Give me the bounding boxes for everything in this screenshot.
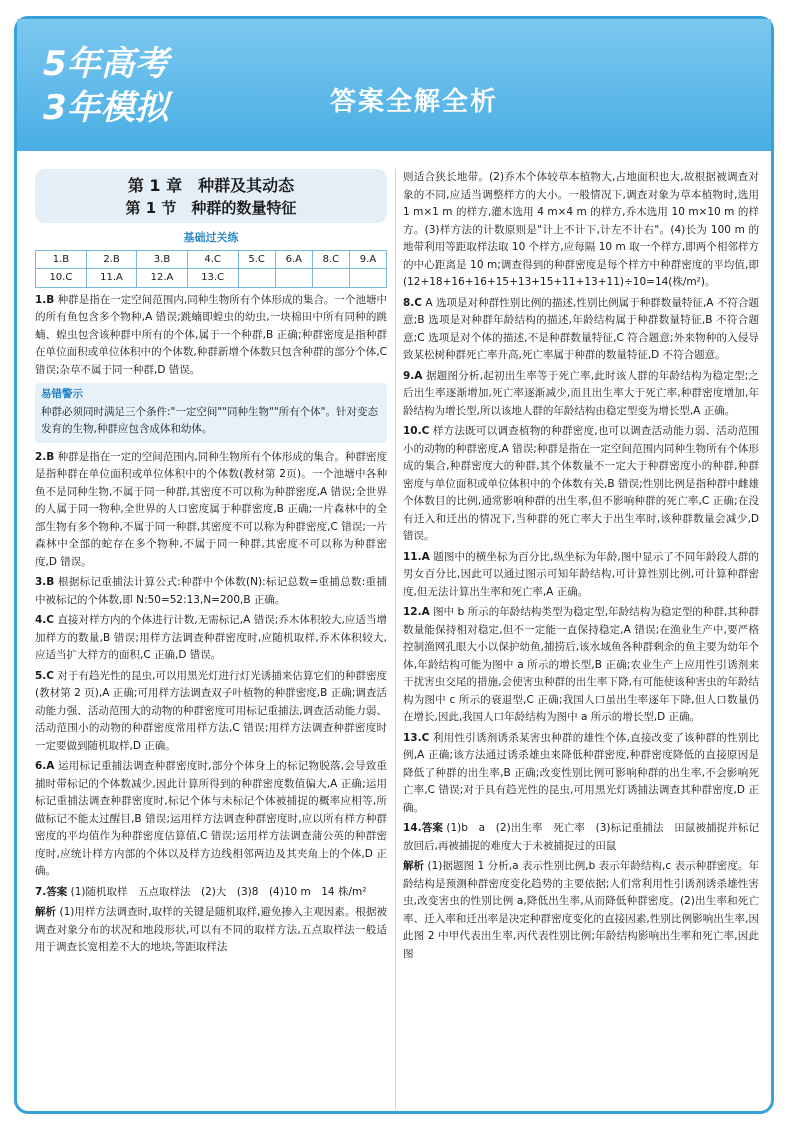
- item-text: (1)随机取样 五点取样法 (2)大 (3)8 (4)10 m 14 株/m²: [70, 885, 367, 898]
- error-tip-box: [35, 383, 387, 443]
- answer-cell: 12.A: [137, 269, 187, 288]
- answer-item: [35, 612, 387, 665]
- section-title: 第 1 节 种群的数量特征: [125, 199, 297, 217]
- answer-cell: 10.C: [36, 269, 87, 288]
- answer-cell: 3.B: [137, 250, 187, 269]
- answer-item: [403, 169, 759, 292]
- answer-row: [36, 250, 387, 269]
- answer-cell: 1.B: [36, 250, 87, 269]
- answer-item: [403, 820, 759, 855]
- item-number: 4.C: [35, 614, 55, 626]
- answer-item: [35, 449, 387, 572]
- answer-item: [35, 884, 387, 902]
- item-text: 种群是指在一定的空间范围内,同种生物所有个体形成的集合。种群密度是指种群在单位面积或单位体积中的个体数(教材第 2页)。一个池塘中各种鱼不是同种生物,不属于同一种群,其密度不可以称为种群密度,A 错误;全世界的人属于同一物种,全世界的人口密度属于种群密度,B 正确;一片森林中的全部生物有多个物种,不属于同一种群,其密度不可以称为种群密度,C 错误;一片森林中全部的蛇存在多个物种,不属于同一种群,其密度不可以称为种群密度,D 错误。: [35, 450, 387, 568]
- answer-cell: [238, 269, 275, 288]
- item-text: (1)据题图 1 分析,a 表示性别比例,b 表示年龄结构,c 表示种群密度。年龄结构是预测种群密度变化趋势的主要依据;人们常利用性引诱剂诱杀雄性害虫,改变害虫的性别比例 a,降低出生率,从而降低种群密度。(2)出生率和死亡率、迁入率和迁出率是决定种群密度变化的直接因素,性别比例影响出生率,因此图 2 中甲代表出生率,丙代表性别比例;年龄结构影响出生率和死亡率,因此图: [403, 860, 759, 960]
- item-number: 10.C: [403, 425, 430, 437]
- left-column: [35, 169, 387, 960]
- item-number: 14.答案: [403, 822, 443, 834]
- item-number: 2.B: [35, 450, 55, 463]
- item-number: 5.C: [35, 669, 55, 682]
- item-number: 解析: [35, 906, 57, 918]
- item-text: 据题图分析,起初出生率等于死亡率,此时该人群的年龄结构为稳定型;之后出生率逐渐增加,死亡率逐渐减少,而且出生率大于死亡率,种群密度增加,年龄结构为增长型,所以该地人群的年龄结构由稳定型变为增长型,A 正确。: [403, 369, 759, 417]
- logo-line2: 3年模拟: [43, 88, 169, 128]
- logo-line1: 5年高考: [43, 44, 169, 84]
- item-number: 解析: [403, 860, 425, 872]
- answer-item: [35, 292, 387, 380]
- item-number: 11.A: [403, 550, 430, 563]
- answer-row: [36, 269, 387, 288]
- item-number: 9.A: [403, 369, 423, 382]
- item-text: 题图中的横坐标为百分比,纵坐标为年龄,图中显示了不同年龄段人群的男女百分比,因此可以通过图示可知年龄结构,可计算性别比例,可计算种群密度,但无法计算出生率和死亡率,A 正确。: [403, 550, 759, 598]
- item-number: 13.C: [403, 731, 430, 744]
- answer-cell: 5.C: [238, 250, 275, 269]
- item-text: (1)b a (2)出生率 死亡率 (3)标记重捕法 田鼠被捕捉并标记放回后,再被捕捉的难度大于未被捕捉过的田鼠: [403, 822, 760, 852]
- basic-practice-label: 基础过关练: [183, 231, 239, 244]
- item-number: 12.A: [403, 606, 430, 618]
- answer-item: [403, 549, 759, 602]
- column-divider: [395, 169, 396, 1109]
- answer-item: [35, 758, 387, 881]
- item-number: 8.C: [403, 296, 423, 309]
- answer-item: [403, 604, 759, 727]
- answer-cell: [349, 269, 386, 288]
- item-number: 1.B: [35, 293, 55, 306]
- answer-item: [35, 574, 387, 609]
- item-number: 6.A: [35, 760, 55, 772]
- page-frame: [14, 16, 774, 1114]
- answer-cell: 2.B: [86, 250, 136, 269]
- item-text: A 选项是对种群性别比例的描述,性别比例属于种群数量特征,A 不符合题意;B 选项是对种群年龄结构的描述,年龄结构属于种群数量特征,B 不符合题意;C 选项是对个体的描述,不是种群数量特征,C 符合题意;外来物种的入侵导致某松树种群死亡率升高,死亡率属于种群的数量特征,D 不符合题意。: [403, 296, 759, 361]
- answer-item: [403, 295, 759, 365]
- answer-item: [403, 368, 759, 421]
- header-title: 答案全解全析: [329, 87, 498, 117]
- item-number: 3.B: [35, 576, 55, 588]
- item-text: 种群是指在一定空间范围内,同种生物所有个体形成的集合。一个池塘中的所有鱼包含多个物种,A 错误;跳蝻即蝗虫的幼虫,一块棉田中所有同种的跳蝻、蝗虫包含该种群中所有的个体,属于一个种群,B 正确;种群密度是指种群在单位面积或单位体积中的个体数,种群新增个体数只包含种群的部分个体,C 错误;杂草不属于同一种群,D 错误。: [35, 293, 387, 376]
- answer-grid: [35, 250, 387, 288]
- item-text: (1)用样方法调查时,取样的关键是随机取样,避免掺入主观因素。根据被调查对象分布的状况和地段形状,可以有不同的取样方法,五点取样法一般适用于调查长宽相差不大的地块,等距取样法: [35, 906, 387, 953]
- tip-label: 易错警示: [41, 388, 83, 400]
- item-text: 运用标记重捕法调查种群密度时,部分个体身上的标记物脱落,会导致重捕时带标记的个体数减少,因此计算所得到的种群密度数值偏大,A 正确;运用标记重捕法调查种群密度时,标记个体与未标记个体被捕捉的概率应相等,所做标记不能太过醒目,B 错误;运用样方法调查种群密度时,应以所有样方种群密度的平均值作为种群密度估算值,C 错误;运用样方法调查蒲公英的种群密度时,应统计样方内部的个体以及样方边线相邻两边及其夹角上的个体,D 正确。: [35, 760, 387, 877]
- right-column: [403, 169, 759, 966]
- answer-cell: [275, 269, 312, 288]
- answer-item: [403, 423, 759, 546]
- chapter-heading: [35, 169, 387, 223]
- answer-cell: 4.C: [187, 250, 238, 269]
- item-text: 则适合狭长地带。(2)乔木个体较草本植物大,占地面积也大,故根据被调查对象的不同,应适当调整样方的大小。一般情况下,调查对象为草本植物时,选用 1 m×1 m 的样方,灌木选用 4 m×4 m 的样方,乔木选用 10 m×10 m 的样方。(3)样方法的计数原则是"计上不计下,计左不计右"。(4)长为 100 m 的地带利用等距取样法取 10 个样方,应每隔 10 m 取一个样方,即两个相邻样方的中心距离是 10 m;调查得到的种群密度是每个样方中种群密度的平均值,即(12+18+16+16+15+13+15+11+13+11)÷10=14(株/m²)。: [403, 171, 759, 288]
- answer-item: [35, 904, 387, 957]
- item-number: 7.答案: [35, 885, 68, 898]
- item-text: 对于有趋光性的昆虫,可以用黑光灯进行灯光诱捕来估算它们的种群密度(教材第 2 页),A 正确;可用样方法调查双子叶植物的种群密度,B 正确;调查活动能力强、活动范围大的动物的种群密度可用标记重捕法,调查活动能力弱、活动范围小的动物的种群密度常用样方法,C 错误;用样方法调查种群密度时一定要做到随机取样,D 正确。: [35, 669, 387, 752]
- answer-cell: 8.C: [312, 250, 349, 269]
- answer-cell: 6.A: [275, 250, 312, 269]
- answer-cell: 9.A: [349, 250, 386, 269]
- item-text: 样方法既可以调查植物的种群密度,也可以调查活动能力弱、活动范围小的动物的种群密度,A 错误;种群是指在一定空间范围内同种生物所有个体形成的集合,种群密度大的种群,其个体数量不一定大于种群密度小的种群,种群密度与单位面积或单位体积中的个体数有关,B 错误;性别比例是指种群中雌雄个体数目的比例,通常影响种群的出生率,但不影响种群的死亡率,C 正确;在没有迁入和迁出的情况下,当种群的死亡率大于出生率时,该种群数量会减少,D 错误。: [403, 425, 760, 542]
- tip-text: 种群必须同时满足三个条件:"一定空间""同种生物""所有个体"。针对变态发育的生物,种群应包含成体和幼体。: [41, 405, 379, 435]
- answer-item: [403, 730, 759, 818]
- item-text: 直接对样方内的个体进行计数,无需标记,A 错误;乔木体积较大,应适当增加样方的数量,B 错误;用样方法调查种群密度时,应随机取样,乔木体积较大,应适当扩大样方的面积,C 正确,D 错误。: [35, 614, 387, 661]
- chapter-title: 第 1 章 种群及其动态: [127, 176, 295, 195]
- item-text: 图中 b 所示的年龄结构类型为稳定型,年龄结构为稳定型的种群,其种群数量能保持相对稳定,但不一定能一直保持稳定,A 错误;在渔业生产中,要严格控制渔网孔眼大小以保护幼鱼,捕捞后,该水域鱼各种群剩余的鱼主要为幼年个体,年龄结构可能为图中 a 所示的增长型,B 正确;农业生产上应用性引诱剂来干扰害虫交尾的措施,会使害虫种群的出生率下降,有可能使该种害虫的年龄结构为图中 c 所示的衰退型,C 正确;我国人口虽出生率逐年下降,但人口数量仍在增长,因此,我国人口年龄结构为图中 a 所示的增长型,D 正确。: [403, 606, 760, 723]
- answer-item: [403, 858, 759, 963]
- item-text: 根据标记重捕法计算公式:种群中个体数(N):标记总数=重捕总数:重捕中被标记的个体数,即 N:50=52:13,N=200,B 正确。: [35, 576, 387, 606]
- answer-cell: 13.C: [187, 269, 238, 288]
- answer-item: [35, 668, 387, 756]
- item-text: 利用性引诱剂诱杀某害虫种群的雄性个体,直接改变了该种群的性别比例,A 正确;该方法通过诱杀雄虫来降低种群密度,种群密度降低的直接原因是降低了种群的出生率,B 正确;改变性别比例可影响种群的出生率,不会影响死亡率,C 错误;对于具有趋光性的昆虫,可用黑光灯诱捕法调查其种群密度,D 正确。: [403, 731, 760, 814]
- answer-cell: [312, 269, 349, 288]
- answer-cell: 11.A: [86, 269, 136, 288]
- page-header: [17, 19, 771, 151]
